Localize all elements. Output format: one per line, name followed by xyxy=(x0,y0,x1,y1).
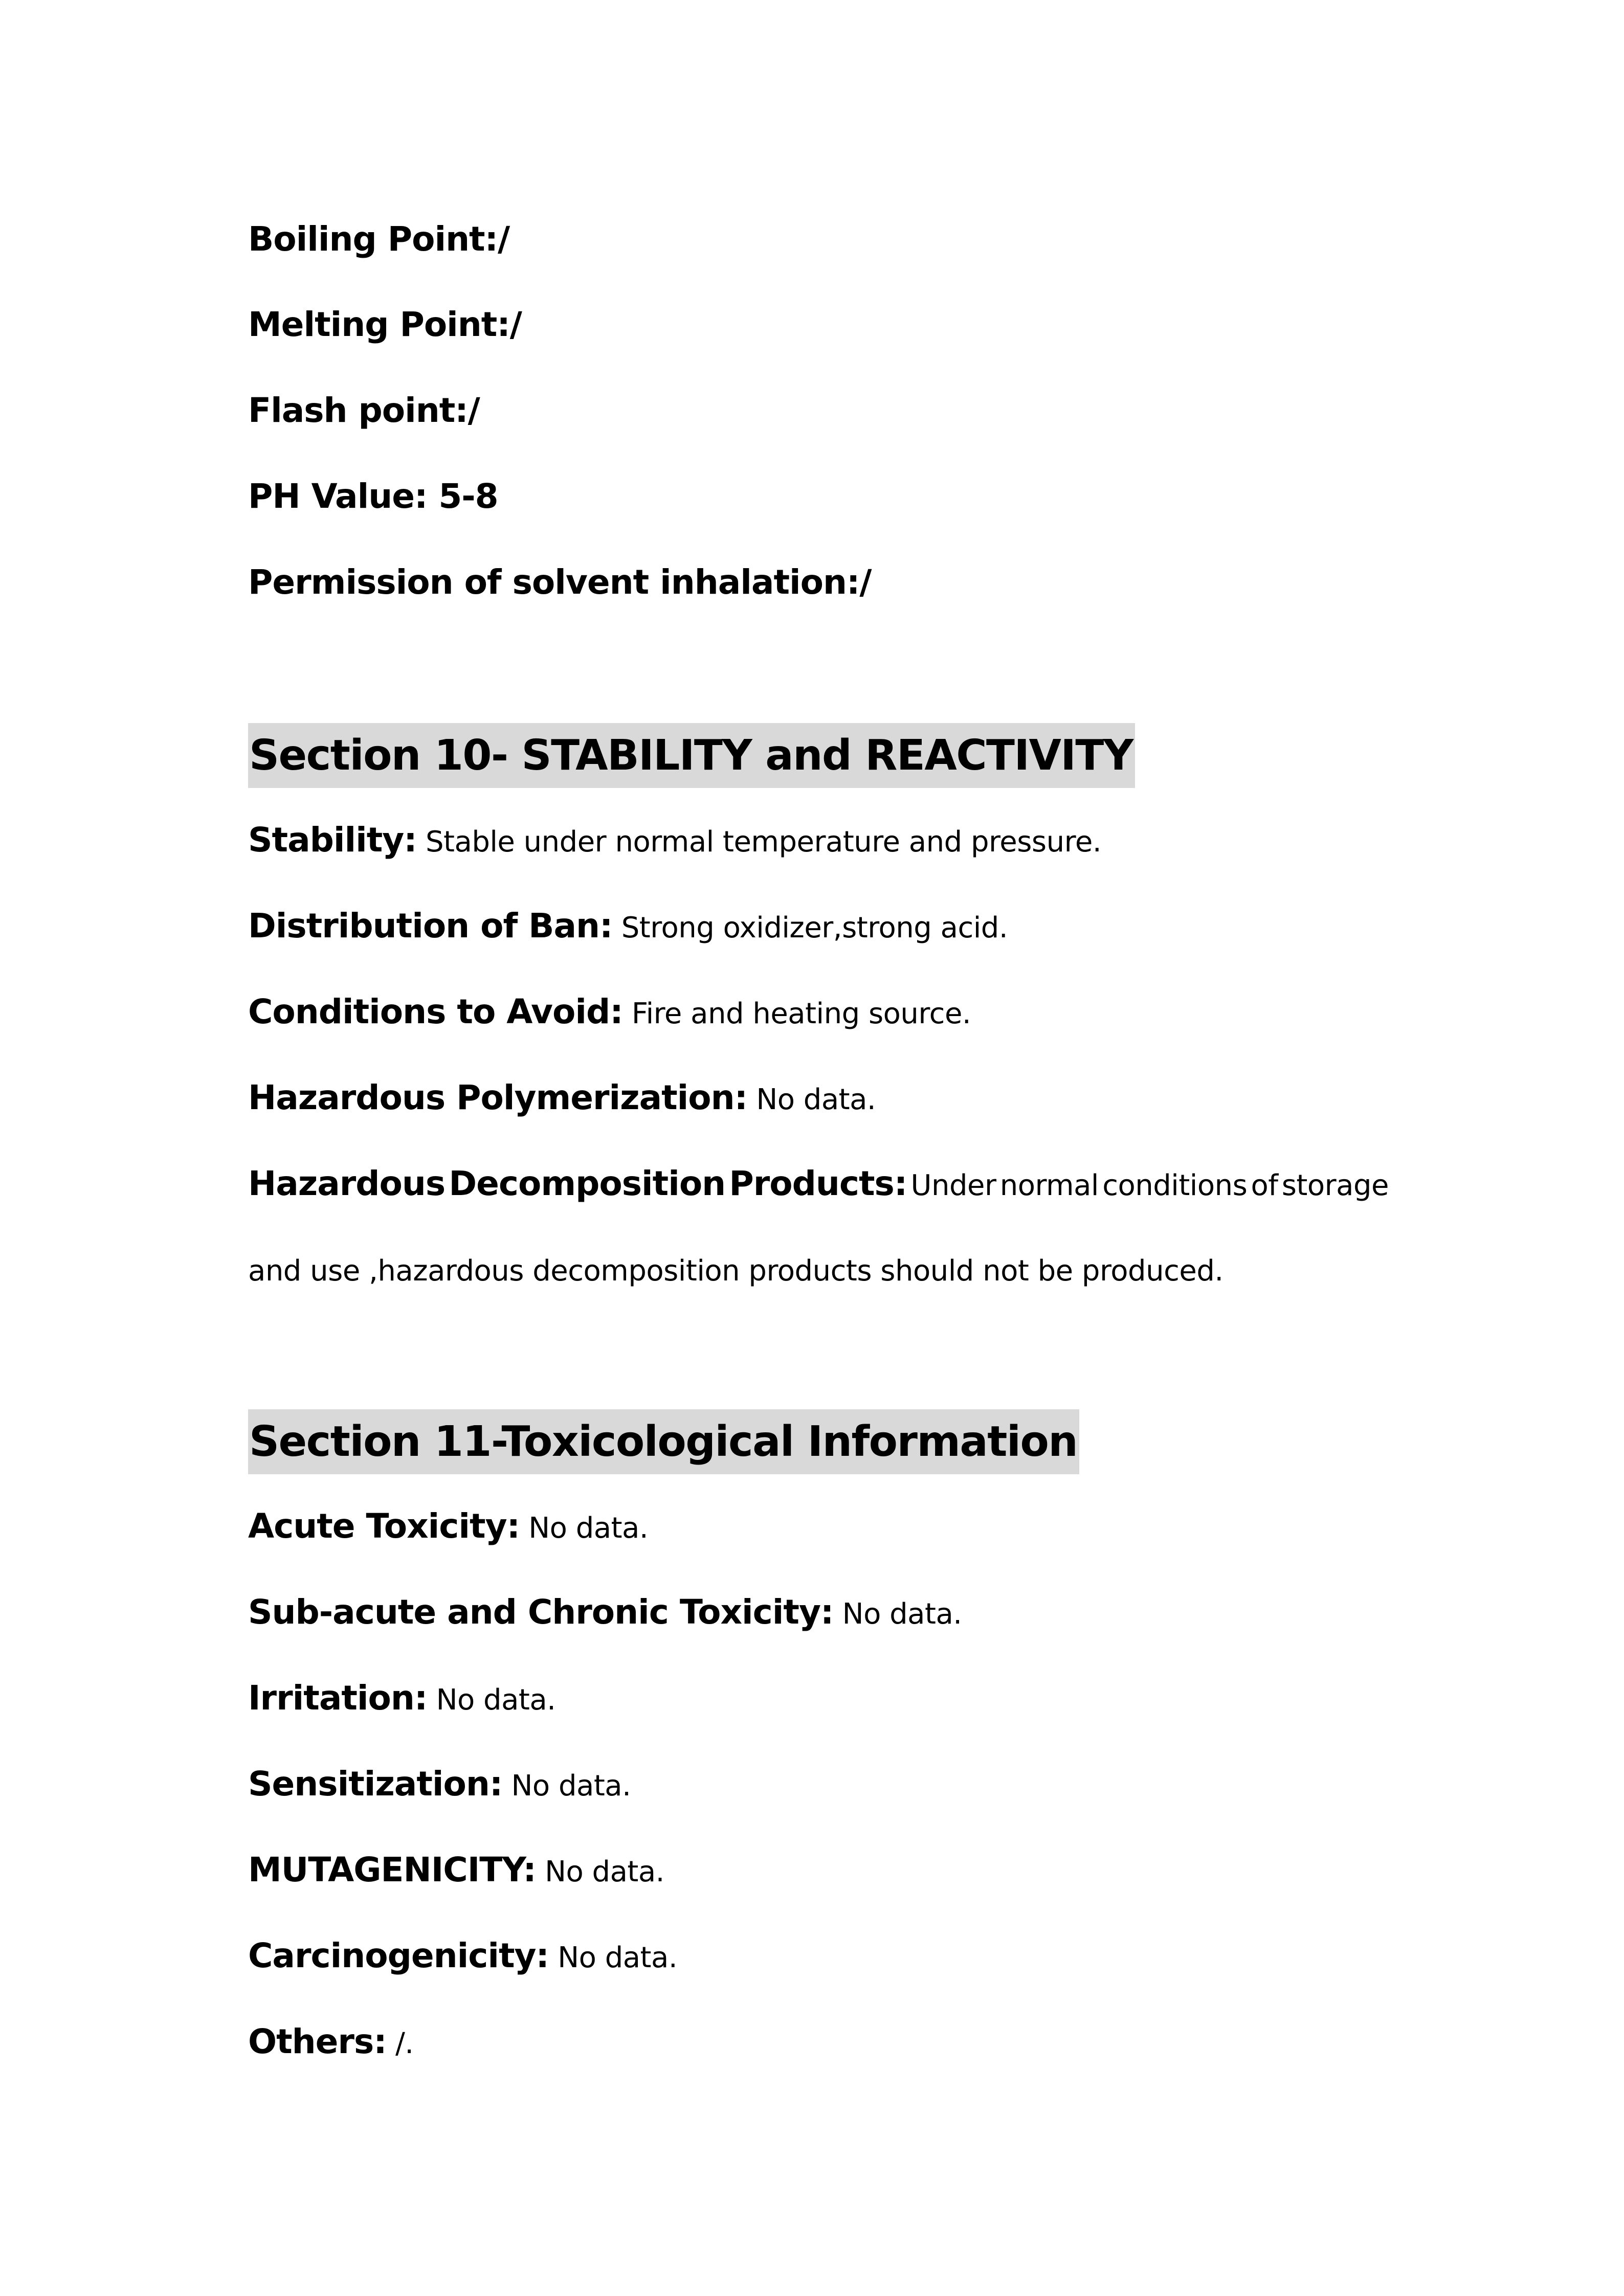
melting-point: Melting Point:/ xyxy=(248,305,522,344)
hazardous-decomposition-item xyxy=(248,1164,1389,1203)
hazardous-decomposition-continued: and use ,hazardous decomposition products should not be produced. xyxy=(248,1254,1223,1288)
others-value: /. xyxy=(386,2027,414,2060)
sensitization-item xyxy=(248,1764,631,1804)
chronic-toxicity-label: Sub-acute and Chronic Toxicity: xyxy=(248,1592,834,1632)
solvent-inhalation: Permission of solvent inhalation:/ xyxy=(248,562,872,602)
conditions-to-avoid-label: Conditions to Avoid: xyxy=(248,992,623,1031)
others-item xyxy=(248,2022,414,2061)
decomposition-label-word: Hazardous xyxy=(248,1164,446,1203)
flash-point: Flash point:/ xyxy=(248,391,480,430)
carcinogenicity-item xyxy=(248,1936,678,1975)
stability-label: Stability: xyxy=(248,820,417,860)
stability-item xyxy=(248,820,1102,860)
acute-toxicity-item xyxy=(248,1506,649,1546)
carcinogenicity-label: Carcinogenicity: xyxy=(248,1936,549,1975)
ph-value: PH Value: 5-8 xyxy=(248,477,498,516)
hazardous-polymerization-value: No data. xyxy=(747,1083,876,1116)
irritation-item xyxy=(248,1678,556,1718)
acute-toxicity-label: Acute Toxicity: xyxy=(248,1506,520,1546)
section-11-heading: Section 11-Toxicological Information xyxy=(248,1409,1079,1474)
distribution-of-ban-value: Strong oxidizer,strong acid. xyxy=(612,911,1008,944)
distribution-of-ban-label: Distribution of Ban: xyxy=(248,906,613,946)
hazardous-polymerization-item xyxy=(248,1078,876,1117)
carcinogenicity-value: No data. xyxy=(548,1941,678,1974)
decomposition-value-word: storage xyxy=(1281,1169,1389,1202)
hazardous-polymerization-label: Hazardous Polymerization: xyxy=(248,1078,748,1117)
stability-value: Stable under normal temperature and pressure. xyxy=(416,825,1102,859)
mutagenicity-value: No data. xyxy=(536,1855,664,1888)
others-label: Others: xyxy=(248,2022,387,2061)
decomposition-value-word: of xyxy=(1251,1169,1278,1202)
decomposition-value-word: conditions xyxy=(1102,1169,1248,1202)
section-10-heading: Section 10- STABILITY and REACTIVITY xyxy=(248,723,1135,788)
decomposition-value-word: normal xyxy=(999,1169,1099,1202)
irritation-value: No data. xyxy=(427,1683,556,1717)
decomposition-label-word: Products: xyxy=(729,1164,907,1203)
mutagenicity-label: MUTAGENICITY: xyxy=(248,1850,536,1889)
sensitization-value: No data. xyxy=(502,1769,631,1803)
acute-toxicity-value: No data. xyxy=(519,1512,649,1545)
mutagenicity-item xyxy=(248,1850,664,1889)
distribution-of-ban-item xyxy=(248,906,1008,946)
chronic-toxicity-value: No data. xyxy=(833,1597,962,1631)
boiling-point: Boiling Point:/ xyxy=(248,219,510,259)
sensitization-label: Sensitization: xyxy=(248,1764,503,1804)
irritation-label: Irritation: xyxy=(248,1678,428,1718)
chronic-toxicity-item xyxy=(248,1592,962,1632)
decomposition-value-word: Under xyxy=(910,1169,996,1202)
conditions-to-avoid-item xyxy=(248,992,971,1031)
decomposition-label-word: Decomposition xyxy=(449,1164,726,1203)
conditions-to-avoid-value: Fire and heating source. xyxy=(622,997,971,1030)
